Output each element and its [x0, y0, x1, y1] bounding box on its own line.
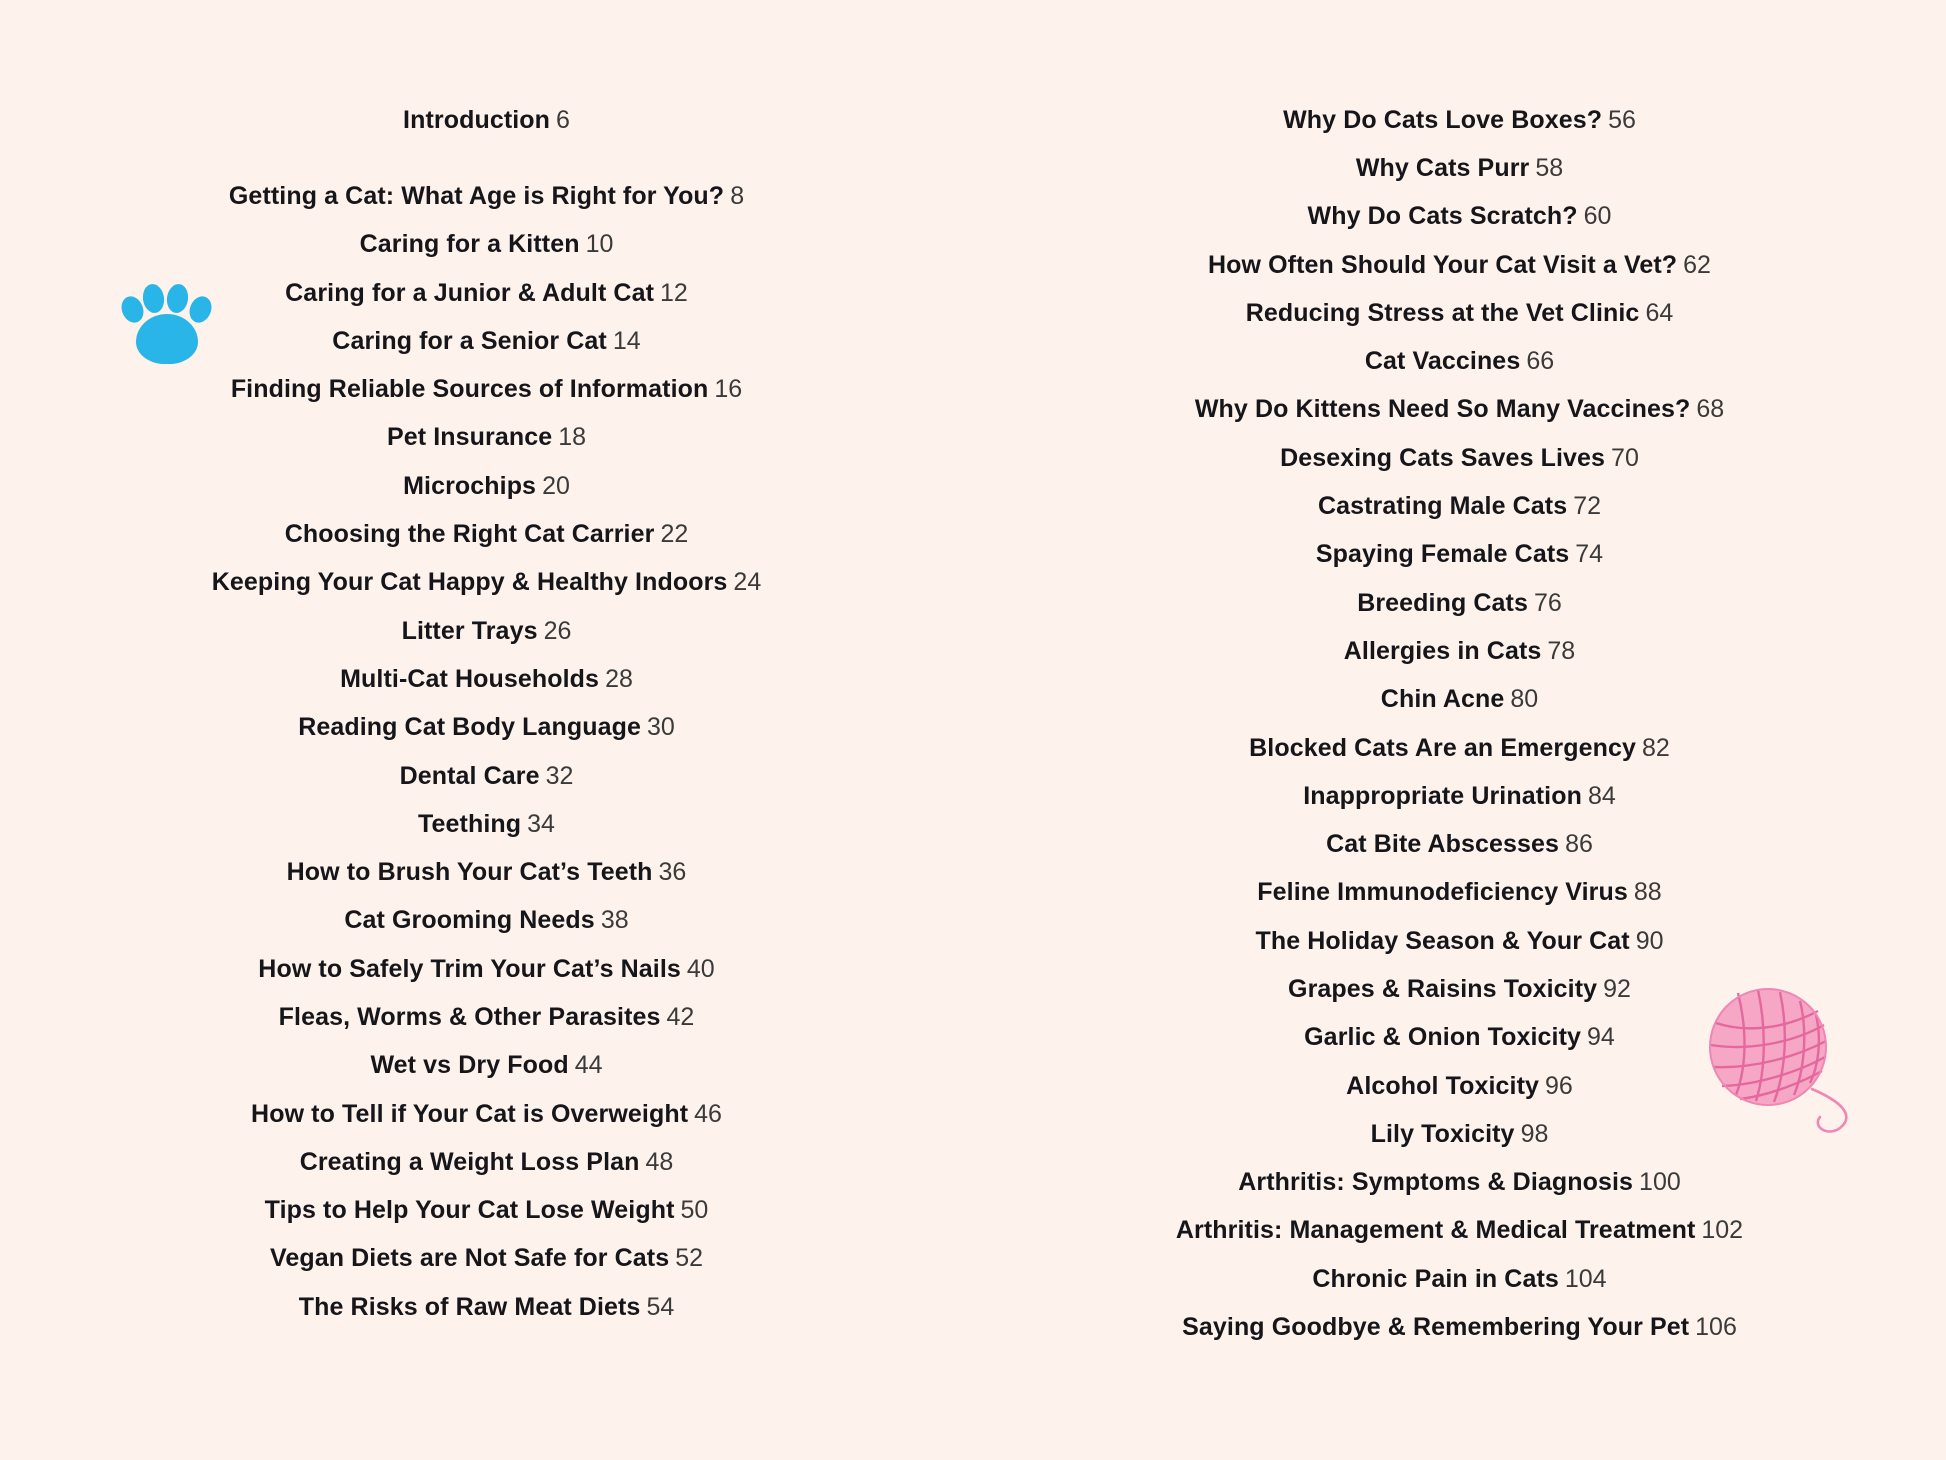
toc-entry[interactable] — [1316, 531, 1603, 579]
toc-entry-title: Choosing the Right Cat Carrier — [284, 520, 655, 549]
toc-entry[interactable] — [1246, 289, 1674, 337]
toc-entry-title: Lily Toxicity — [1370, 1119, 1515, 1148]
toc-entry[interactable] — [418, 800, 555, 848]
toc-entry-title: Cat Bite Abscesses — [1326, 830, 1560, 859]
toc-entry[interactable] — [1346, 1062, 1573, 1110]
toc-entry-title: Teething — [418, 809, 522, 838]
toc-entry[interactable] — [1182, 1303, 1737, 1351]
toc-entry-title: Alcohol Toxicity — [1346, 1071, 1539, 1100]
toc-entry[interactable] — [1344, 627, 1575, 675]
toc-entry-title: The Risks of Raw Meat Diets — [298, 1292, 641, 1321]
toc-entry-page: 64 — [1645, 298, 1674, 327]
toc-entry-title: Feline Immunodeficiency Virus — [1257, 878, 1628, 907]
toc-entry-title: Multi-Cat Households — [340, 664, 600, 693]
toc-entry-title: Wet vs Dry Food — [370, 1051, 569, 1080]
toc-entry-title: Tips to Help Your Cat Lose Weight — [264, 1196, 675, 1225]
toc-entry-title: Why Cats Purr — [1355, 153, 1530, 182]
toc-entry[interactable] — [360, 221, 614, 269]
toc-entry-page: 38 — [600, 906, 629, 935]
toc-entry-page: 96 — [1545, 1071, 1573, 1100]
toc-entry[interactable] — [1304, 1014, 1615, 1062]
toc-entry-page: 104 — [1564, 1264, 1607, 1293]
toc-entry-intro[interactable] — [403, 96, 570, 144]
toc-entry-title: Breeding Cats — [1357, 588, 1528, 617]
toc-entry-title: Litter Trays — [401, 616, 538, 645]
toc-entry-page: 24 — [733, 568, 762, 597]
toc-entry-page: 54 — [646, 1292, 675, 1321]
toc-entry-title: Blocked Cats Are an Emergency — [1249, 733, 1637, 762]
toc-entry[interactable] — [1249, 724, 1670, 772]
toc-entry[interactable] — [1208, 241, 1711, 289]
toc-entry-title: Reducing Stress at the Vet Clinic — [1245, 298, 1640, 327]
toc-entry-page: 76 — [1533, 588, 1562, 617]
toc-entry-page: 66 — [1526, 347, 1555, 376]
toc-entry-title: Caring for a Kitten — [359, 230, 580, 259]
toc-entry-page: 98 — [1520, 1119, 1549, 1148]
toc-entry[interactable] — [1303, 772, 1616, 820]
toc-entry-page: 30 — [647, 713, 675, 742]
toc-entry-page: 48 — [645, 1147, 674, 1176]
toc-entry[interactable] — [1312, 1255, 1606, 1303]
toc-entry-page: 28 — [605, 664, 633, 693]
toc-entry-page: 106 — [1695, 1313, 1737, 1342]
toc-entry[interactable] — [1288, 965, 1631, 1013]
toc-entry-title: Grapes & Raisins Toxicity — [1288, 974, 1598, 1003]
toc-entry-page: 74 — [1575, 540, 1604, 569]
toc-entry-page: 88 — [1633, 878, 1662, 907]
toc-entry-page: 94 — [1587, 1023, 1615, 1052]
toc-entry-page: 56 — [1608, 105, 1636, 134]
toc-right-column — [973, 96, 1946, 1352]
toc-entry-page: 10 — [585, 230, 614, 259]
toc-entry-page: 58 — [1535, 153, 1564, 182]
toc-entry[interactable] — [1381, 676, 1538, 724]
toc-entry[interactable] — [402, 607, 572, 655]
toc-entry-page: 46 — [694, 1099, 722, 1128]
toc-entry-page: 36 — [658, 858, 687, 887]
toc-entry[interactable] — [270, 1235, 703, 1283]
toc-entry-page: 14 — [612, 326, 641, 355]
toc-entry-title: Garlic & Onion Toxicity — [1304, 1023, 1582, 1052]
toc-entry-page: 32 — [545, 761, 574, 790]
toc-entry-page: 80 — [1510, 685, 1539, 714]
toc-entry[interactable] — [1195, 386, 1724, 434]
toc-entry-title: Fleas, Worms & Other Parasites — [278, 1002, 661, 1031]
toc-entry-title: Desexing Cats Saves Lives — [1280, 443, 1606, 472]
toc-entry-page: 44 — [574, 1051, 603, 1080]
toc-entry[interactable] — [258, 945, 714, 993]
toc-entry[interactable] — [1308, 193, 1612, 241]
toc-entry[interactable] — [403, 462, 570, 510]
toc-entry[interactable] — [285, 269, 688, 317]
toc-entry[interactable] — [300, 1138, 674, 1186]
toc-entry[interactable] — [1238, 1159, 1681, 1207]
toc-entry[interactable] — [1371, 1110, 1549, 1158]
toc-entry[interactable] — [1365, 337, 1554, 385]
toc-entry-page: 50 — [680, 1196, 709, 1225]
toc-entry-page: 18 — [558, 423, 587, 452]
toc-entry-title: Introduction — [403, 105, 551, 134]
toc-entry-page: 82 — [1642, 733, 1670, 762]
toc-entry-page: 90 — [1635, 926, 1664, 955]
toc-entry-page: 22 — [660, 520, 689, 549]
toc-entry-page: 42 — [666, 1002, 695, 1031]
toc-entry[interactable] — [387, 414, 586, 462]
toc-entry-title: Spaying Female Cats — [1315, 540, 1570, 569]
toc-entry-title: Why Do Kittens Need So Many Vaccines? — [1194, 395, 1691, 424]
toc-entry[interactable] — [298, 704, 675, 752]
toc-entry[interactable] — [212, 559, 761, 607]
toc-entry-title: Pet Insurance — [386, 423, 553, 452]
toc-entry-title: Inappropriate Urination — [1303, 781, 1582, 810]
toc-entry[interactable] — [370, 1042, 602, 1090]
toc-entry-title: How to Safely Trim Your Cat’s Nails — [258, 954, 681, 983]
toc-entry[interactable] — [332, 317, 640, 365]
toc-entry-page: 86 — [1565, 830, 1593, 859]
toc-entry-title: Saying Goodbye & Remembering Your Pet — [1182, 1313, 1690, 1342]
toc-left-column — [0, 96, 973, 1352]
toc-entry[interactable] — [1356, 144, 1563, 192]
toc-entry-title: Arthritis: Symptoms & Diagnosis — [1238, 1168, 1634, 1197]
toc-entry-page: 60 — [1583, 202, 1612, 231]
toc-entry[interactable] — [344, 897, 628, 945]
toc-entry-title: Cat Grooming Needs — [344, 906, 595, 935]
toc-entry-page: 26 — [543, 616, 572, 645]
toc-entry-title: Allergies in Cats — [1343, 636, 1542, 665]
toc-entry-title: Why Do Cats Scratch? — [1307, 202, 1578, 231]
toc-entry-title: Caring for a Junior & Adult Cat — [285, 278, 655, 307]
toc-entry-page: 100 — [1639, 1168, 1681, 1197]
toc-entry[interactable] — [299, 1283, 675, 1331]
toc-entry-title: How Often Should Your Cat Visit a Vet? — [1208, 250, 1678, 279]
toc-entry-title: Keeping Your Cat Happy & Healthy Indoors — [211, 568, 728, 597]
toc-entry-title: Cat Vaccines — [1364, 347, 1521, 376]
toc-entry-title: The Holiday Season & Your Cat — [1255, 926, 1630, 955]
toc-entry-page: 12 — [660, 278, 688, 307]
toc-entry[interactable] — [229, 172, 744, 220]
toc-entry-title: Chronic Pain in Cats — [1312, 1264, 1559, 1293]
toc-entry-title: Why Do Cats Love Boxes? — [1283, 105, 1603, 134]
toc-entry[interactable] — [340, 655, 633, 703]
toc-entry[interactable] — [1280, 434, 1639, 482]
toc-entry[interactable] — [1257, 869, 1661, 917]
toc-entry[interactable] — [1357, 579, 1562, 627]
toc-entry[interactable] — [1283, 96, 1636, 144]
toc-entry-page: 40 — [686, 954, 715, 983]
toc-entry[interactable] — [1326, 820, 1593, 868]
toc-entry[interactable] — [400, 752, 574, 800]
toc-entry[interactable] — [231, 365, 742, 413]
toc-entry-title: Reading Cat Body Language — [298, 713, 641, 742]
toc-entry-page: 68 — [1696, 395, 1725, 424]
toc-entry[interactable] — [265, 1187, 709, 1235]
toc-entry-title: Chin Acne — [1380, 685, 1505, 714]
toc-entry-page: 72 — [1573, 492, 1602, 521]
toc-entry-page: 52 — [675, 1244, 704, 1273]
toc-entry-title: Dental Care — [399, 761, 540, 790]
toc-entry-page: 62 — [1683, 250, 1711, 279]
toc-entry-title: Getting a Cat: What Age is Right for You? — [228, 181, 725, 210]
toc-entry[interactable] — [251, 1090, 722, 1138]
toc-entry-title: Vegan Diets are Not Safe for Cats — [269, 1244, 670, 1273]
toc-columns — [0, 96, 1946, 1352]
toc-entry[interactable] — [285, 510, 689, 558]
toc-entry-page: 20 — [542, 471, 570, 500]
toc-entry[interactable] — [1318, 482, 1601, 530]
toc-entry-page: 6 — [556, 105, 570, 134]
toc-entry-page: 34 — [527, 809, 555, 838]
toc-entry-page: 78 — [1547, 636, 1576, 665]
toc-entry[interactable] — [1255, 917, 1663, 965]
toc-entry-title: How to Brush Your Cat’s Teeth — [286, 858, 653, 887]
toc-entry-page: 70 — [1611, 443, 1639, 472]
toc-entry-page: 8 — [730, 181, 745, 210]
toc-entry-title: Arthritis: Management & Medical Treatment — [1175, 1216, 1696, 1245]
toc-entry-page: 84 — [1587, 781, 1616, 810]
toc-entry-title: Creating a Weight Loss Plan — [299, 1147, 640, 1176]
toc-entry[interactable] — [279, 993, 695, 1041]
toc-entry-title: How to Tell if Your Cat is Overweight — [251, 1099, 689, 1128]
toc-entry-page: 16 — [714, 375, 743, 404]
toc-entry-title: Microchips — [403, 471, 537, 500]
toc-entry[interactable] — [1176, 1207, 1743, 1255]
toc-entry-title: Finding Reliable Sources of Information — [230, 375, 709, 404]
toc-entry-title: Caring for a Senior Cat — [332, 326, 607, 355]
toc-entry-page: 92 — [1603, 974, 1631, 1003]
toc-entry[interactable] — [287, 848, 687, 896]
toc-entry-title: Castrating Male Cats — [1317, 492, 1568, 521]
toc-entry-page: 102 — [1701, 1216, 1744, 1245]
